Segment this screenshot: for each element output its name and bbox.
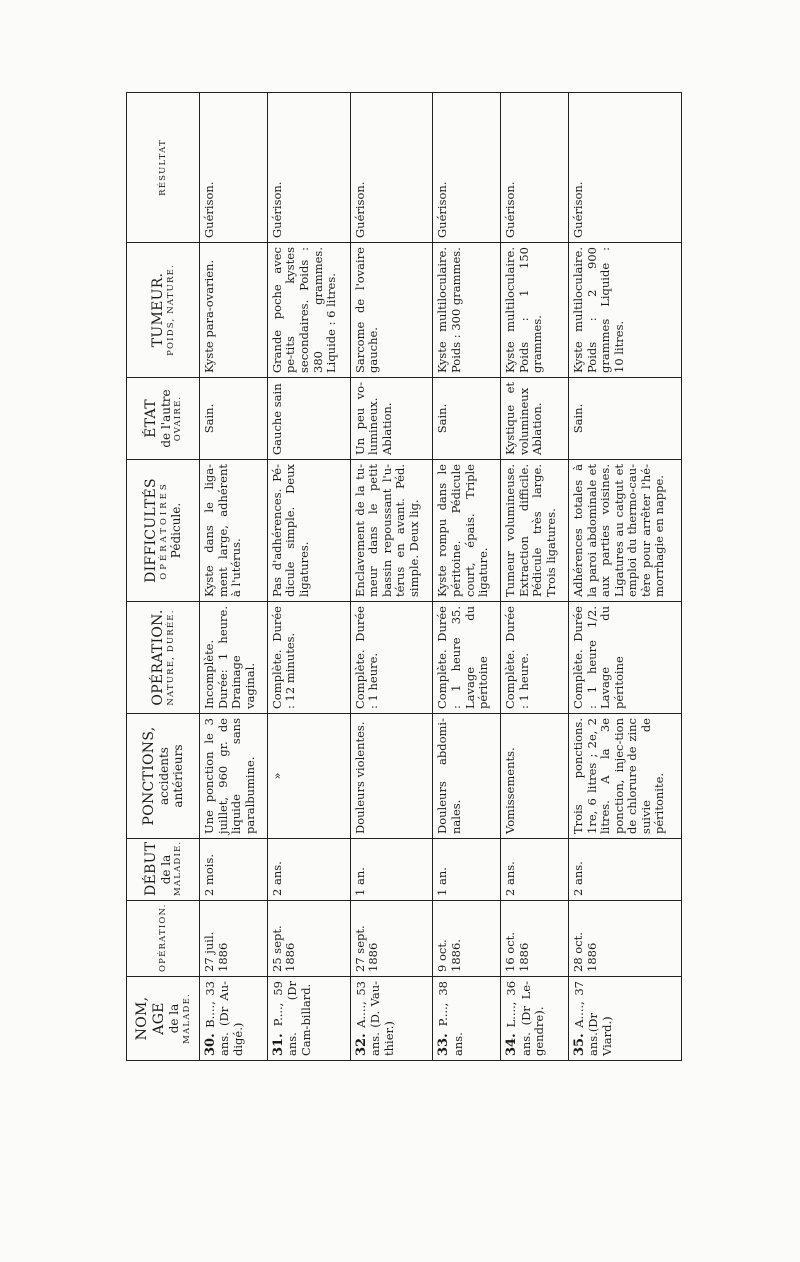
cell-date: 27 sept. 1886 — [350, 901, 433, 977]
cell-resultat: Guérison. — [267, 93, 350, 243]
cell-difficultes: Pas d'adhérences. Pé-dicule simple. Deux ligatures. — [267, 460, 350, 602]
patient-name: P...., 59 ans. (Dr Cam-billard. — [270, 981, 313, 1056]
cell-debut: 1 an. — [433, 839, 501, 901]
cell-ponctions: Vomissements. — [501, 714, 569, 839]
cell-ponctions: Une ponction le 3 juillet, 960 gr. de liquide sans paralbumine. — [200, 714, 268, 839]
cell-operation: Complète. Durée : 1 heure 1/2. Lavage du péritoine — [569, 602, 682, 714]
cell-tumeur: Sarcome de l'ovaire gauche. — [350, 243, 433, 378]
header-debut: DÉBUT de la MALADIE. — [127, 839, 200, 901]
cell-operation: Complète. Durée : 1 heure. — [501, 602, 569, 714]
row-number: 30. — [203, 1033, 218, 1056]
cell-etat: Sain. — [569, 378, 682, 460]
cell-difficultes: Adhérences totales à la paroi abdominale et aux parties voisines. Ligatures au catgut et emploi du thermo-cau-tère pour arrêter l'hé-morrhagie en nappe. — [569, 460, 682, 602]
cell-nom — [267, 977, 350, 1061]
patient-name: A...., 37 ans.(Dr Viard.) — [572, 981, 614, 1056]
cell-tumeur: Kyste para-ovarien. — [200, 243, 268, 378]
cell-etat: Gauche sain — [267, 378, 350, 460]
cell-nom — [350, 977, 433, 1061]
cell-difficultes: Kyste rompu dans le péritoine. Pédicule court, épais. Triple ligature. — [433, 460, 501, 602]
cell-etat: Sain. — [200, 378, 268, 460]
header-tumeur: TUMEUR. POIDS, NATURE. — [127, 243, 200, 378]
case-table — [126, 92, 682, 1061]
header-operation: OPÉRATION. NATURE, DURÉE. — [127, 602, 200, 714]
cell-ponctions: Trois ponctions. 1re, 6 litres ; 2e, 2 litres. A la 3e ponction, injec-tion de chlorure de zinc suivie de péritonite. — [569, 714, 682, 839]
cell-operation: Complète. Durée : 1 heure 35. Lavage du péritoine — [433, 602, 501, 714]
header-row — [127, 93, 200, 1061]
cell-resultat: Guérison. — [350, 93, 433, 243]
table-row — [350, 93, 433, 1061]
cell-operation: Incomplète. Durée: 1 heure. Drainage vaginal. — [200, 602, 268, 714]
cell-date: 9 oct. 1886. — [433, 901, 501, 977]
cell-difficultes: Kyste dans le liga-ment large, adhérent à l'utérus. — [200, 460, 268, 602]
header-etat: ÉTAT de l'autre OVAIRE. — [127, 378, 200, 460]
cell-tumeur: Kyste multiloculaire. Poids : 2 900 grammes Liquide : 10 litres. — [569, 243, 682, 378]
cell-difficultes: Enclavement de la tu-meur dans le petit bassin repoussant l'u-térus en avant. Péd. simple. Deux lig. — [350, 460, 433, 602]
cell-etat: Sain. — [433, 378, 501, 460]
header-ponctions: PONCTIONS, accidents antérieurs — [127, 714, 200, 839]
cell-etat: Kystique et volumineux Ablation. — [501, 378, 569, 460]
cell-tumeur: Kyste multiloculaire. Poids : 1 150 grammes. — [501, 243, 569, 378]
row-number: 34. — [504, 1033, 520, 1056]
cell-ponctions: Douleurs violentes. — [350, 714, 433, 839]
cell-nom — [200, 977, 268, 1061]
table-row — [433, 93, 501, 1061]
cell-resultat: Guérison. — [200, 93, 268, 243]
cell-resultat: Guérison. — [433, 93, 501, 243]
patient-name: A...., 53 ans. (D. Vau-thier.) — [353, 981, 396, 1056]
cell-date: 16 oct. 1886 — [501, 901, 569, 977]
cell-debut: 2 mois. — [200, 839, 268, 901]
cell-nom — [501, 977, 569, 1061]
table-row — [200, 93, 268, 1061]
table-row — [569, 93, 682, 1061]
header-nom: NOM, AGE de la MALADE. — [127, 977, 200, 1061]
cell-ponctions: Douleurs abdomi-nales. — [433, 714, 501, 839]
header-difficultes: DIFFICULTÉS OPÉRATOIRES Pédicule. — [127, 460, 200, 602]
cell-date: 28 oct. 1886 — [569, 901, 682, 977]
cell-resultat: Guérison. — [501, 93, 569, 243]
cell-date: 27 juil. 1886 — [200, 901, 268, 977]
cell-nom — [569, 977, 682, 1061]
cell-nom — [433, 977, 501, 1061]
row-number: 32. — [353, 1033, 369, 1056]
table-row — [501, 93, 569, 1061]
cell-debut: 2 ans. — [267, 839, 350, 901]
cell-operation: Complète. Durée : 12 minutes. — [267, 602, 350, 714]
row-number: 33. — [436, 1033, 452, 1056]
rotated-table-wrapper — [126, 93, 682, 1061]
cell-tumeur: Kyste multiloculaire. Poids : 300 grammes. — [433, 243, 501, 378]
cell-resultat: Guérison. — [569, 93, 682, 243]
cell-etat: Un peu vo-lumineux. Ablation. — [350, 378, 433, 460]
row-number: 31. — [270, 1033, 286, 1056]
cell-difficultes: Tumeur volumineuse. Extraction difficile. Pédicule très large. Trois ligatures. — [501, 460, 569, 602]
cell-operation: Complète. Durée : 1 heure. — [350, 602, 433, 714]
header-resultat: RÉSULTAT — [127, 93, 200, 243]
cell-tumeur: Grande poche avec pe-tits kystes secondaires. Poids : 380 grammes. Liquide : 6 litres. — [267, 243, 350, 378]
cell-debut: 2 ans. — [501, 839, 569, 901]
row-number: 35. — [572, 1033, 588, 1056]
cell-debut: 2 ans. — [569, 839, 682, 901]
patient-name: L...., 36 ans. (Dr Le-gendre). — [504, 980, 547, 1056]
header-operation-date: OPÉRATION. — [127, 901, 200, 977]
patient-name: P...., 38 ans. — [436, 981, 465, 1056]
cell-debut: 1 an. — [350, 839, 433, 901]
patient-name: B...., 33 ans. (Dr Au-digé.) — [203, 981, 245, 1056]
cell-ponctions: » — [267, 714, 350, 839]
cell-date: 25 sept. 1886 — [267, 901, 350, 977]
table-row — [267, 93, 350, 1061]
